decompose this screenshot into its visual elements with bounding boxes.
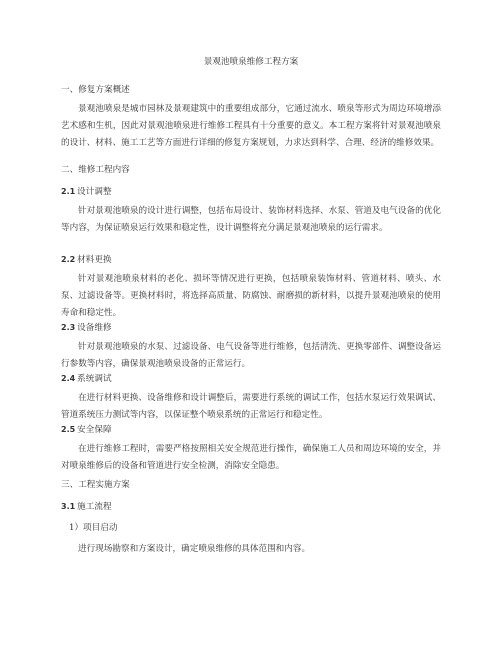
subsection-heading-3-1: [61, 501, 112, 513]
section-heading-implementation: 三、工程实施方案: [61, 480, 130, 490]
subsection-paragraph-2-5: 在进行维修工程时，需要严格按照相关安全规范进行操作，确保施工人员和周边环境的安全，并对喷泉维修后的设备和管道进行安全检测，消除安全隐患。: [61, 444, 441, 472]
subsection-number: 2.1: [61, 187, 76, 196]
subsection-number: 2.2: [61, 255, 76, 264]
overview-paragraph: 景观池喷泉是城市园林及景观建筑中的重要组成部分，它通过流水、喷泉等形式为周边环境增添艺术感和生机，因此对景观池喷泉进行维修工程具有十分重要的意义。本工程方案将针对景观池喷泉的设计、材料、施工工艺等方面进行详细的修复方案规划，力求达到科学、合理、经济的维修效果。: [61, 104, 441, 149]
subsection-title: 设计调整: [77, 187, 112, 197]
subsection-heading-2-1: [61, 186, 112, 198]
subsection-number: 3.1: [61, 502, 76, 511]
step-paragraph: 进行现场勘察和方案设计，确定喷泉维修的具体范围和内容。: [78, 544, 311, 554]
subsection-heading-2-2: [61, 254, 112, 266]
subsection-paragraph-2-4: 在进行材料更换、设备维修和设计调整后，需要进行系统的调试工作，包括水泵运行效果调试、管道系统压力测试等内容，以保证整个喷泉系统的正常运行和稳定性。: [61, 393, 441, 421]
subsection-paragraph-2-3: 针对景观池喷泉的水泵、过滤设备、电气设备等进行维修，包括清洗、更换零部件、调整设备运行参数等内容，确保景观池喷泉设备的正常运行。: [61, 342, 441, 370]
subsection-heading-2-4: [61, 373, 112, 385]
subsection-number: 2.5: [61, 425, 76, 434]
section-heading-content: 二、维修工程内容: [61, 165, 130, 175]
subsection-title: 系统调试: [77, 374, 112, 384]
subsection-title: 设备维修: [77, 323, 112, 333]
section-heading-overview: 一、修复方案概述: [61, 85, 130, 95]
subsection-title: 施工流程: [77, 502, 112, 512]
subsection-title: 安全保障: [77, 425, 112, 435]
subsection-number: 2.3: [61, 323, 76, 332]
step-label: 1）项目启动: [69, 523, 118, 533]
subsection-paragraph-2-1: 针对景观池喷泉的设计进行调整，包括布局设计、装饰材料选择、水泵、管道及电气设备的优化等内容，为保证喷泉运行效果和稳定性，设计调整将充分满足景观池喷泉的运行需求。: [61, 206, 441, 234]
subsection-number: 2.4: [61, 374, 76, 383]
subsection-title: 材料更换: [77, 255, 112, 265]
subsection-paragraph-2-2: 针对景观池喷泉材料的老化、损坏等情况进行更换，包括喷泉装饰材料、管道材料、喷头、水泵、过滤设备等。更换材料时，将选择高质量、防腐蚀、耐磨损的新材料，以提升景观池喷泉的使用寿命和稳定性。: [61, 274, 441, 319]
document-title: 景观池喷泉维修工程方案: [203, 57, 299, 67]
subsection-heading-2-3: [61, 322, 112, 334]
subsection-heading-2-5: [61, 424, 112, 436]
